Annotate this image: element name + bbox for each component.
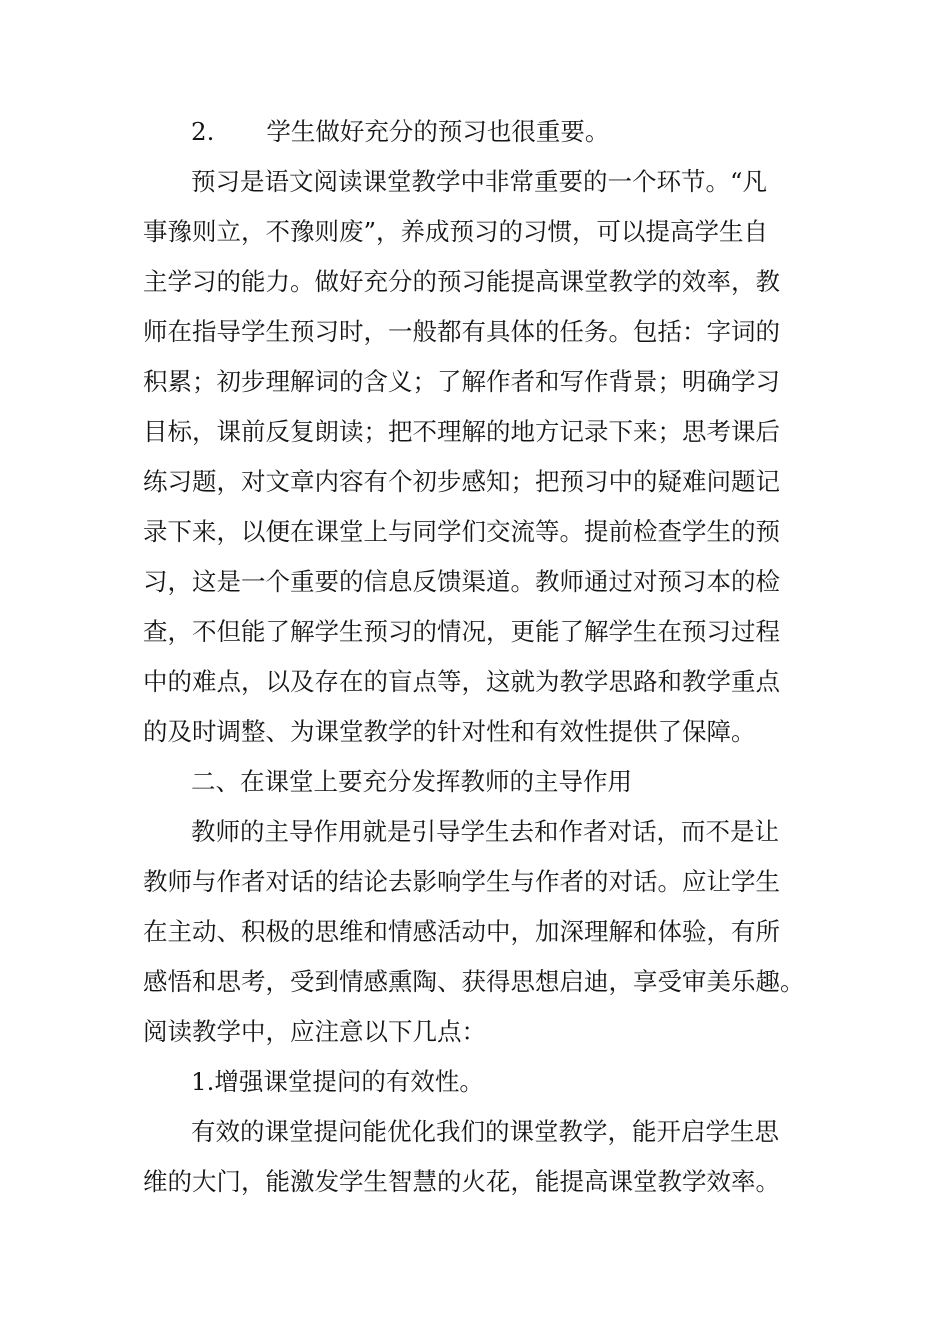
paragraph-line: 练习题，对文章内容有个初步感知；把预习中的疑难问题记 bbox=[143, 467, 780, 496]
paragraph-line: 维的大门，能激发学生智慧的火花，能提高课堂教学效率。 bbox=[143, 1167, 780, 1196]
paragraph-line: 习，这是一个重要的信息反馈渠道。教师通过对预习本的检 bbox=[143, 567, 780, 596]
paragraph-line: 教师的主导作用就是引导学生去和作者对话，而不是让 bbox=[191, 817, 779, 846]
paragraph-line: 主学习的能力。做好充分的预习能提高课堂教学的效率，教 bbox=[143, 267, 780, 296]
subheading-2 bbox=[191, 117, 609, 147]
paragraph-line: 事豫则立，不豫则废”，养成预习的习惯，可以提高学生自 bbox=[143, 217, 769, 246]
item-heading: 1.增强课堂提问的有效性。 bbox=[191, 1067, 484, 1096]
paragraph-line: 中的难点，以及存在的盲点等，这就为教学思路和教学重点 bbox=[143, 667, 780, 696]
paragraph-line: 在主动、积极的思维和情感活动中，加深理解和体验，有所 bbox=[143, 917, 780, 946]
subheading-2-number: 2. bbox=[191, 117, 215, 146]
paragraph-line: 有效的课堂提问能优化我们的课堂教学，能开启学生思 bbox=[191, 1117, 779, 1146]
paragraph-line: 师在指导学生预习时，一般都有具体的任务。包括：字词的 bbox=[143, 317, 780, 346]
paragraph-line: 预习是语文阅读课堂教学中非常重要的一个环节。“凡 bbox=[191, 167, 768, 196]
paragraph-line: 的及时调整、为课堂教学的针对性和有效性提供了保障。 bbox=[143, 717, 756, 746]
paragraph-line: 感悟和思考，受到情感熏陶、获得思想启迪，享受审美乐趣。 bbox=[143, 967, 805, 996]
section-heading: 二、在课堂上要充分发挥教师的主导作用 bbox=[191, 767, 632, 796]
paragraph-line: 教师与作者对话的结论去影响学生与作者的对话。应让学生 bbox=[143, 867, 780, 896]
subheading-2-text: 学生做好充分的预习也很重要。 bbox=[266, 117, 610, 146]
paragraph-line: 阅读教学中，应注意以下几点： bbox=[143, 1017, 486, 1046]
paragraph-line: 目标，课前反复朗读；把不理解的地方记录下来；思考课后 bbox=[143, 417, 780, 446]
paragraph-line: 查，不但能了解学生预习的情况，更能了解学生在预习过程 bbox=[143, 617, 780, 646]
paragraph-line: 积累；初步理解词的含义；了解作者和写作背景；明确学习 bbox=[143, 367, 780, 396]
paragraph-line: 录下来，以便在课堂上与同学们交流等。提前检查学生的预 bbox=[143, 517, 780, 546]
